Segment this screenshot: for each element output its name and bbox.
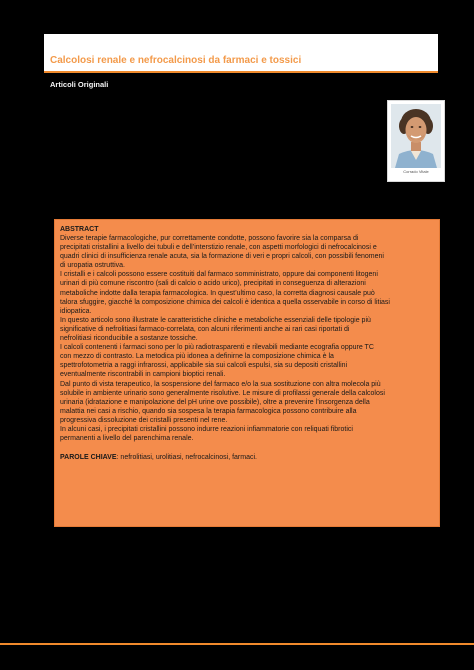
footer-divider bbox=[0, 643, 474, 645]
article-title: Calcolosi renale e nefrocalcinosi da farmaci e tossici bbox=[50, 55, 302, 66]
author-photo-frame bbox=[387, 100, 445, 182]
author-photo bbox=[391, 104, 441, 168]
section-label: Articoli Originali bbox=[50, 80, 109, 89]
author-portrait-image bbox=[391, 104, 441, 168]
abstract-body: Diverse terapie farmacologiche, pur correttamente condotte, possono favorire sia la comparsa di precipitati cristallini a livello dei tubuli e dell’interstizio renale, con aspetti morfologici di nefrocalcinosi e quadri clinici di insufficienza renale acuta, sia la formazione di veri e propri calcoli, con possibili fenomeni di uropatia ostruttiva. I cristalli e i calcoli possono essere costituiti dal farmaco somministrato, oppure dai componenti litogeni urinari di più comune riscontro (sali di calcio o acido urico), precipitati in conseguenza di alterazioni metaboliche indotte dalla terapia farmacologica. In quest’ultimo caso, la corretta diagnosi causale può talora sfuggire, giacché la composizione chimica dei calcoli è identica a quella osservabile in corso di litiasi idiopatica. In questo articolo sono illustrate le caratteristiche cliniche e metaboliche essenziali delle tipologie più significative di nefrolitiasi farmaco-correlata, con alcuni riferimenti anche ai rari casi riportati di nefrolitiasi riconducibile a sostanze tossiche. I calcoli contenenti i farmaci sono per lo più radiotrasparenti e rilevabili mediante ecografia oppure TC con mezzo di contrasto. La metodica più idonea a definirne la composizione chimica è la spettrofotometria a raggi infrarossi, applicabile sia sui calcoli espulsi, sia su depositi cristallini eventualmente riscontrabili in campioni bioptici renali. Dal punto di vista terapeutico, la sospensione del farmaco e/o la sua sostituzione con altra molecola più solubile in ambiente urinario sono generalmente risolutive. Le misure di profilassi generale della calcolosi urinaria (idratazione e manipolazione del pH urine ove possibile), oltre a prevenire l’insorgenza della malattia nei casi a rischio, quando sia sospesa la terapia farmacologica possono contribuire alla progressiva dissoluzione dei cristalli presenti nel rene. In alcuni casi, i precipitati cristallini possono indurre reazioni infiammatorie con reliquati fibrotici permanenti a livello del parenchima renale. bbox=[60, 235, 390, 443]
abstract-heading: ABSTRACT bbox=[60, 226, 99, 233]
keywords-text: : nefrolitiasi, urolitiasi, nefrocalcinosi, farmaci. bbox=[116, 454, 257, 462]
keywords-line bbox=[60, 453, 433, 462]
abstract-box bbox=[54, 219, 440, 527]
title-divider bbox=[44, 71, 438, 73]
title-banner bbox=[44, 34, 438, 72]
keywords-label: PAROLE CHIAVE bbox=[60, 454, 117, 462]
author-caption: Corrado Vitale bbox=[403, 169, 429, 174]
